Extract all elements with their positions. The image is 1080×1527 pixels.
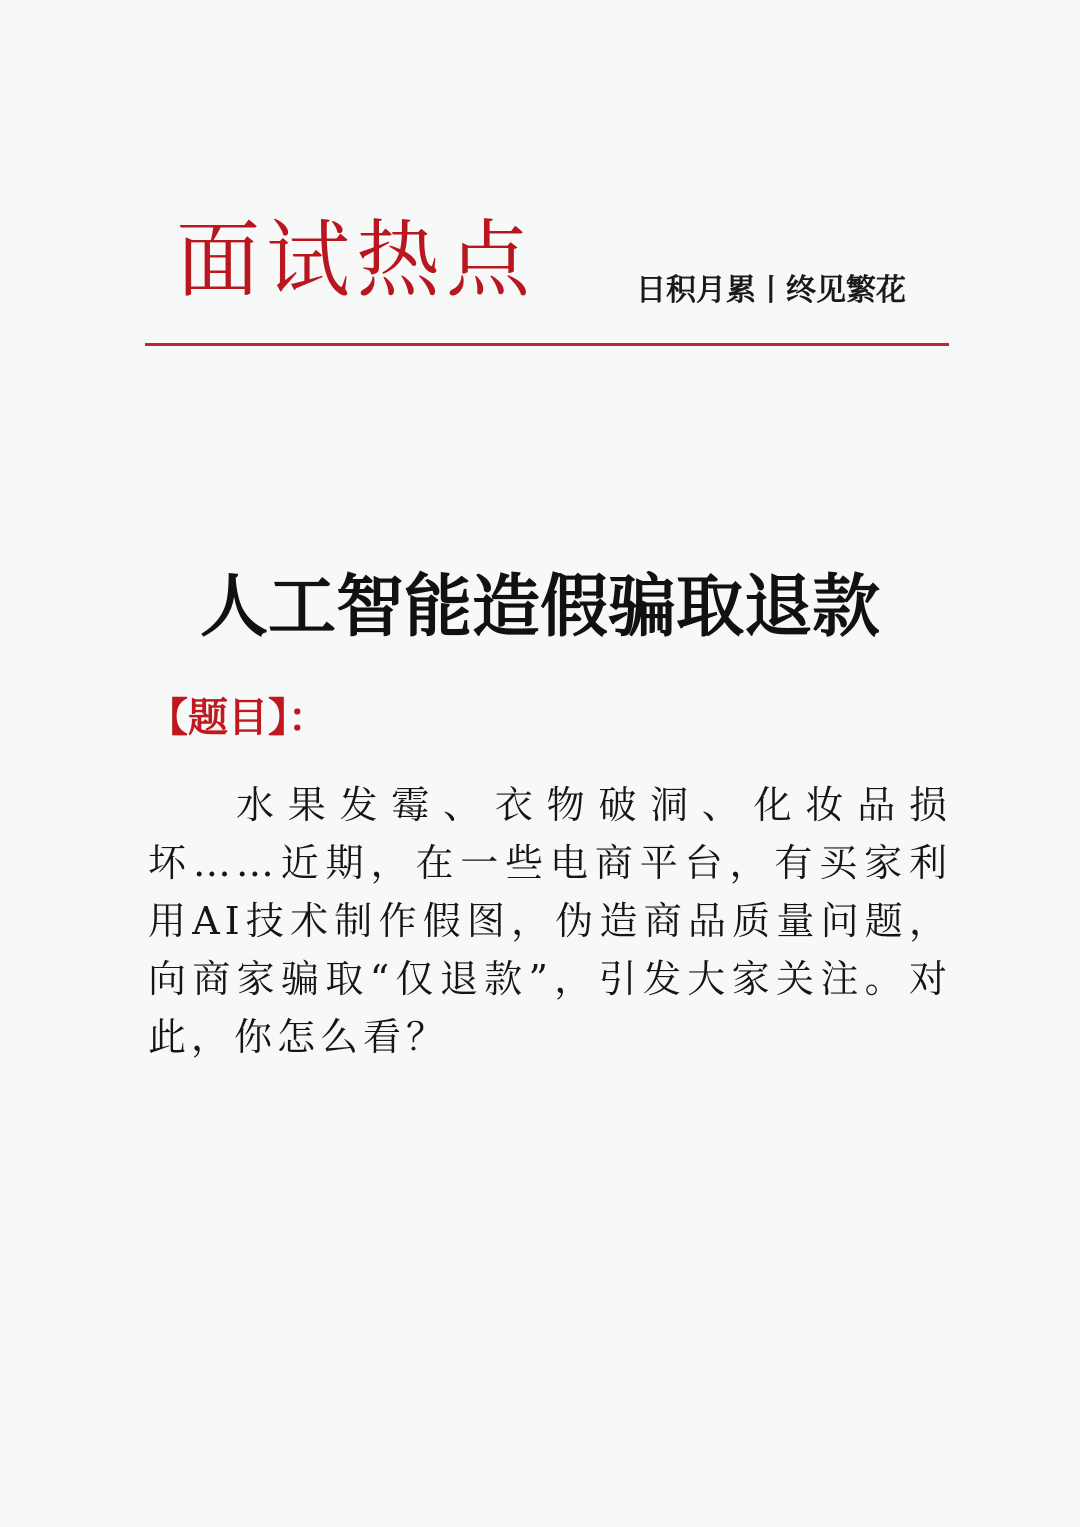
header-divider: [145, 343, 949, 346]
question-body: 水果发霉、衣物破洞、化妆品损坏……近期，在一些电商平台，有买家利用AI技术制作假图，伪造商品质量问题，向商家骗取“仅退款”，引发大家关注。对此，你怎么看？: [148, 783, 952, 1059]
question-section-label: 【题目】：: [148, 695, 328, 741]
article-title: 人工智能造假骗取退款: [199, 567, 880, 647]
header-title: 面试热点: [176, 211, 537, 309]
header-tagline: 日积月累丨终见繁花: [636, 273, 906, 308]
